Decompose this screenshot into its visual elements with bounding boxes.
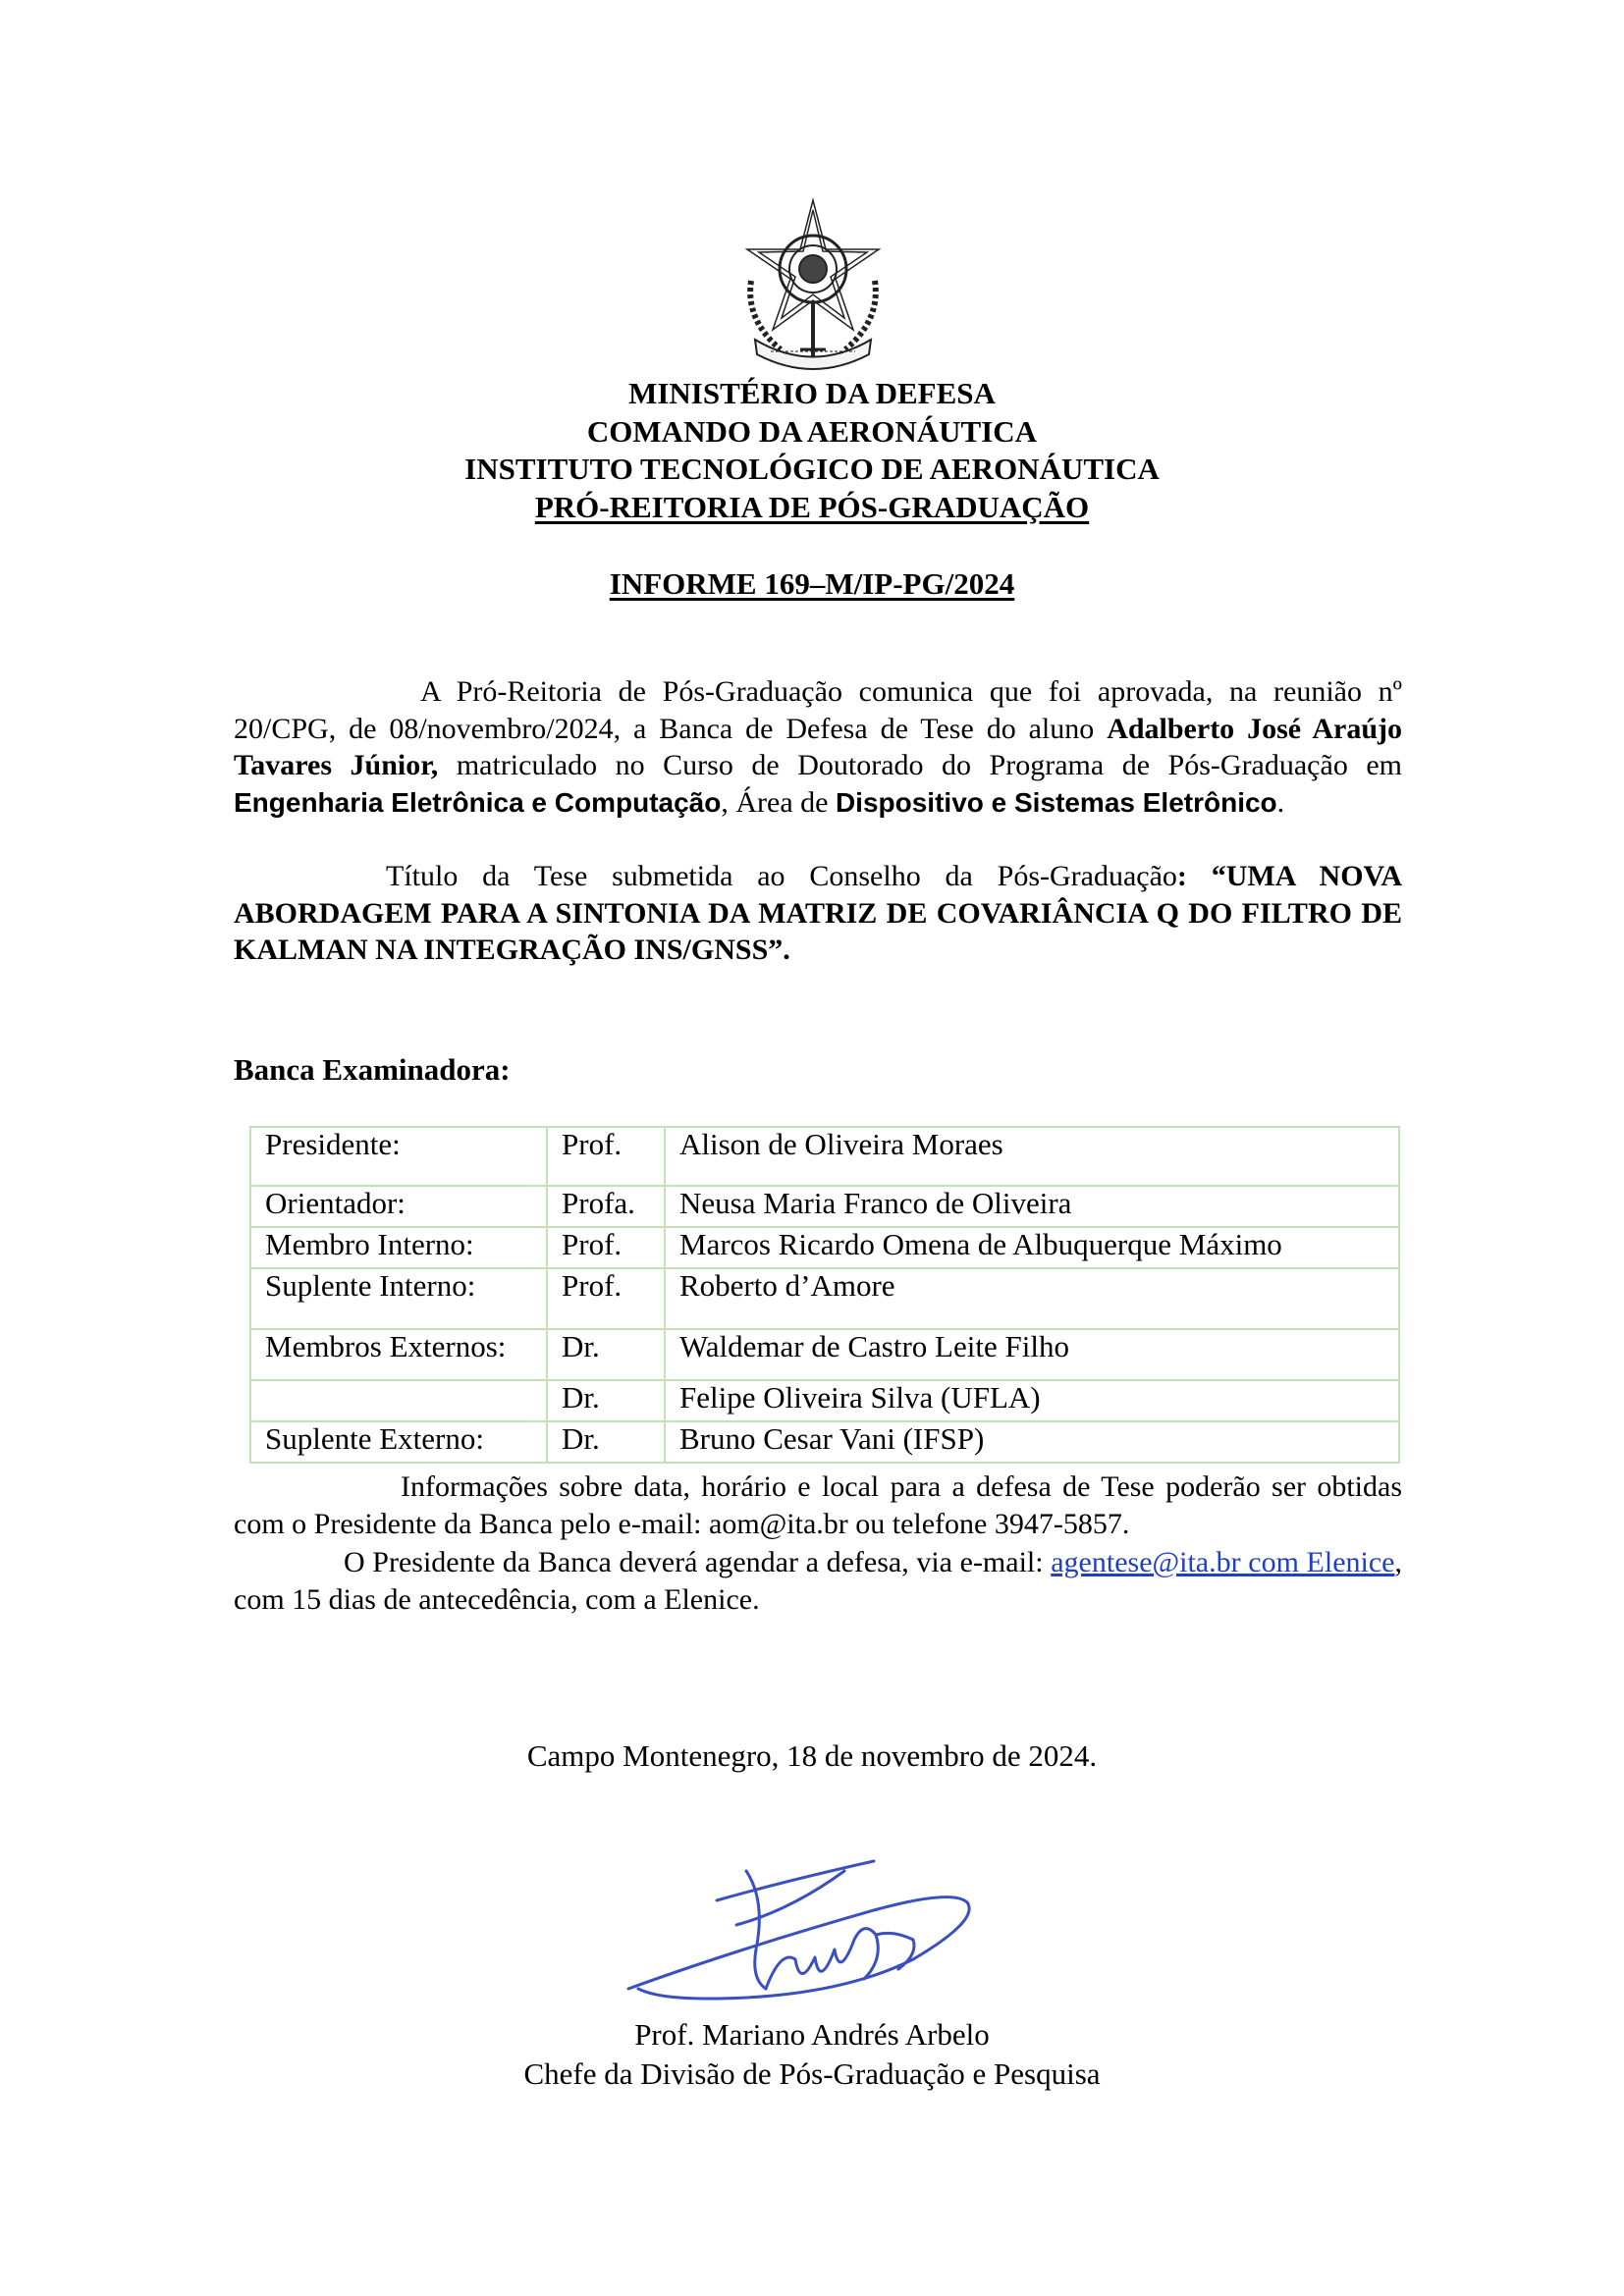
program-name: Engenharia Eletrônica e Computação <box>234 786 722 818</box>
paragraph-scheduling <box>234 1544 1402 1618</box>
header-ministry: MINISTÉRIO DA DEFESA <box>628 376 996 410</box>
committee-role: Presidente: <box>250 1127 547 1186</box>
committee-title: Prof. <box>547 1227 665 1268</box>
paragraph-approval-end: . <box>1276 785 1285 819</box>
committee-member: Felipe Oliveira Silva (UFLA) <box>665 1380 1399 1421</box>
committee-role: Suplente Externo: <box>250 1421 547 1463</box>
committee-role: Membros Externos: <box>250 1329 547 1380</box>
table-row <box>250 1127 1399 1186</box>
committee-member: Waldemar de Castro Leite Filho <box>665 1329 1399 1380</box>
header-dean-office: PRÓ-REITORIA DE PÓS-GRADUAÇÃO <box>534 489 1090 524</box>
paragraph-approval-course: matriculado no Curso de Doutorado do Programa de Pós-Graduação em <box>438 749 1402 781</box>
table-row <box>250 1227 1399 1268</box>
table-row <box>250 1329 1399 1380</box>
committee-title: Dr. <box>547 1380 665 1421</box>
committee-member: Bruno Cesar Vani (IFSP) <box>665 1421 1399 1463</box>
area-name: Dispositivo e Sistemas Eletrônico <box>835 786 1277 818</box>
committee-member: Marcos Ricardo Omena de Albuquerque Máximo <box>665 1227 1399 1268</box>
paragraph-contact: Informações sobre data, horário e local para a defesa de Tese poderão ser obtidas com o Presidente da Banca pelo e-mail: aom@ita.br ou telefone 3947-5857. <box>234 1470 1402 1540</box>
table-row <box>250 1268 1399 1329</box>
committee-member: Roberto d’Amore <box>665 1268 1399 1329</box>
committee-title: Prof. <box>547 1268 665 1329</box>
signer-position: Chefe da Divisão de Pós-Graduação e Pesquisa <box>523 2056 1101 2091</box>
student-name: Adalberto José Araújo Tavares Júnior, <box>234 712 1402 781</box>
coat-of-arms-icon <box>731 192 894 375</box>
signer-block <box>0 2015 1624 2094</box>
thesis-title: : “UMA NOVA ABORDAGEM PARA A SINTONIA DA MATRIZ DE COVARIÂNCIA Q DO FILTRO DE KALMAN NA INTEGRAÇÃO INS/GNSS”. <box>234 860 1403 966</box>
paragraph-approval-intro: A Pró-Reitoria de Pós-Graduação comunica que foi aprovada, na reunião nº 20/CPG, de 08/novembro/2024, a Banca de Defesa de Tese do aluno <box>234 675 1402 745</box>
committee-title: Prof. <box>547 1127 665 1186</box>
committee-table <box>249 1126 1400 1464</box>
committee-title: Dr. <box>547 1329 665 1380</box>
table-row <box>250 1380 1399 1421</box>
committee-role: Orientador: <box>250 1186 547 1227</box>
committee-title: Dr. <box>547 1421 665 1463</box>
paragraph-approval-area: , Área de <box>721 785 836 819</box>
signature-icon <box>619 1842 992 2018</box>
table-row <box>250 1421 1399 1463</box>
place-date: Campo Montenegro, 18 de novembro de 2024. <box>526 1738 1098 1773</box>
header-institute: INSTITUTO TECNOLÓGICO DE AERONÁUTICA <box>464 452 1160 486</box>
scheduling-intro: O Presidente da Banca deverá agendar a defesa, via e-mail: <box>344 1546 1052 1578</box>
committee-title: Profa. <box>547 1186 665 1227</box>
paragraph-thesis-title <box>234 858 1402 969</box>
committee-role: Membro Interno: <box>250 1227 547 1268</box>
committee-member: Neusa Maria Franco de Oliveira <box>665 1186 1399 1227</box>
signer-name: Prof. Mariano Andrés Arbelo <box>634 2017 990 2052</box>
scheduling-end: , com 15 dias de antecedência, com a Elenice. <box>234 1546 1402 1616</box>
committee-member: Alison de Oliveira Moraes <box>665 1127 1399 1186</box>
informe-number: INFORME 169–M/IP-PG/2024 <box>609 566 1015 601</box>
committee-role <box>250 1380 547 1421</box>
institution-header <box>0 375 1624 526</box>
paragraph-approval <box>234 673 1402 821</box>
committee-role: Suplente Interno: <box>250 1268 547 1329</box>
thesis-title-intro: Título da Tese submetida ao Conselho da Pós-Graduação <box>386 860 1177 892</box>
header-command: COMANDO DA AERONÁUTICA <box>586 413 1038 449</box>
table-row <box>250 1186 1399 1227</box>
committee-label: Banca Examinadora: <box>234 1052 511 1087</box>
email-link[interactable]: agentese@ita.br com Elenice <box>1051 1546 1395 1578</box>
